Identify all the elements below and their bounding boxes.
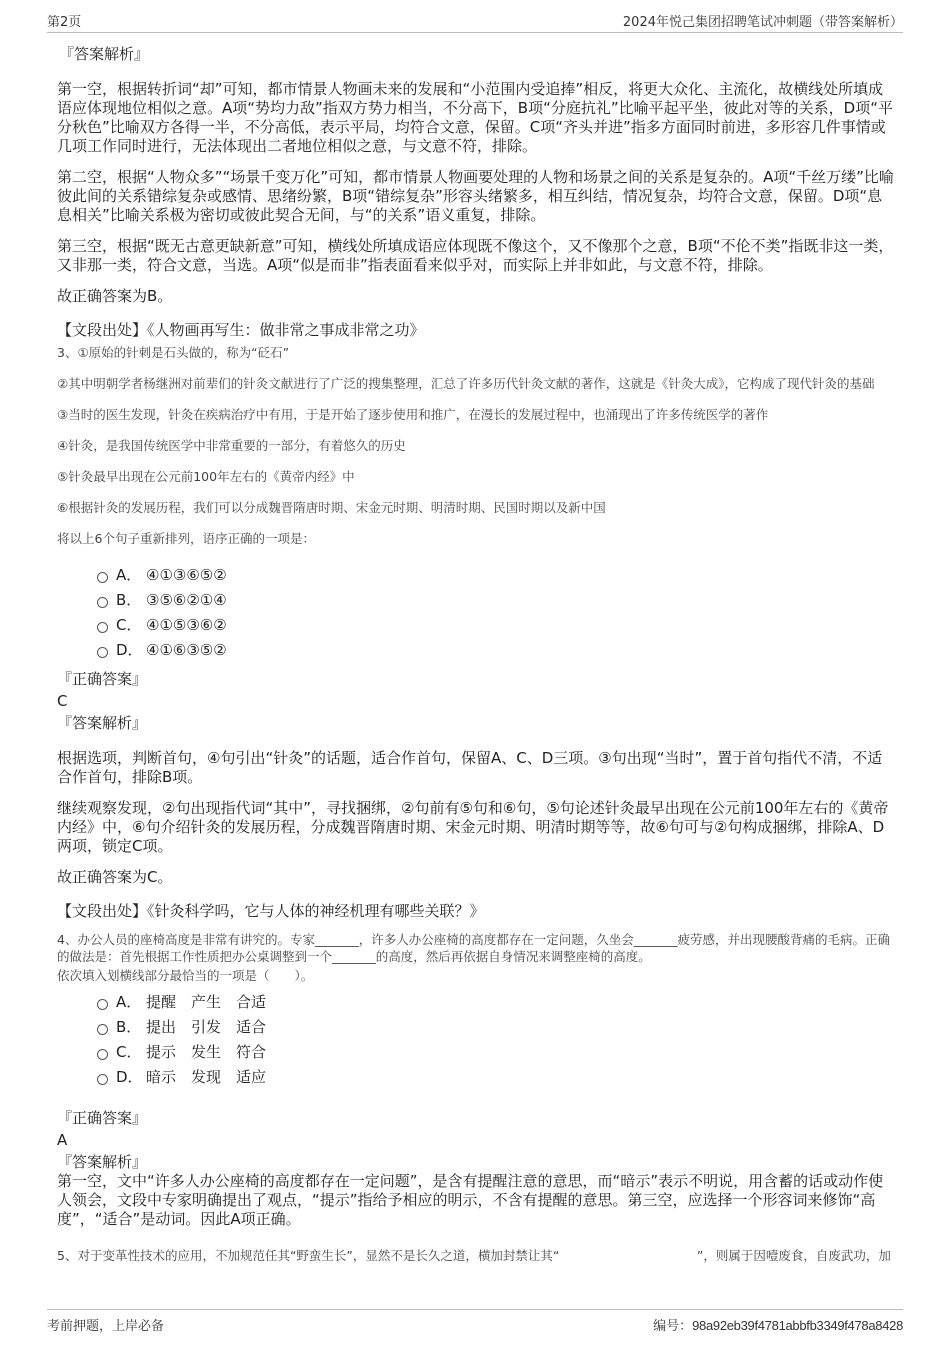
question-sentence: ⑥根据针灸的发展历程，我们可以分成魏晋隋唐时期、宋金元时期、明清时期、民国时期以及新中国 [57,500,606,515]
radio-icon[interactable] [97,597,108,608]
option-b[interactable] [97,588,897,613]
option-key: D． [116,641,143,659]
analysis-paragraph: 第二空，根据“人物众多”“场景千变万化”可知，都市情景人物画要处理的人物和场景之间的关系是复杂的。A项“千丝万缕”比喻彼此间的关系错综复杂或感情、思绪纷繁，B项“错综复杂”形容头绪繁多，相互纠结，情况复杂，均符合文意，保留。D项“息息相关”比喻关系极为密切或彼此契合无间，与“的关系”语义重复，排除。 [57,168,894,224]
option-d[interactable] [97,638,897,663]
document-title: 2024年悦己集团招聘笔试冲刺题（带答案解析） [622,15,903,30]
option-list [97,990,897,1090]
option-key: A． [116,566,142,584]
analysis-label: 『答案解析』 [57,714,148,732]
analysis-paragraph: 第一空，根据转折词“却”可知，都市情景人物画未来的发展和“小范围内受追捧”相反，将更大众化、主流化，故横线处所填成语应体现地位相似之意。A项“势均力敌”指双方势力相当，不分高下，B项“分庭抗礼”比喻平起平坐，彼此对等的关系，D项“平分秋色”比喻双方各得一半，不分高低，表示平局，均符合文意，保留。C项“齐头并进”指多方面同时前进，多形容几件事情或几项工作同时进行，无法体现出二者地位相似之意，与文意不符，排除。 [57,80,893,155]
answer-conclusion: 故正确答案为B。 [57,287,173,305]
option-c[interactable] [97,613,897,638]
option-key: B． [116,591,142,609]
question-sentence: ②其中明朝学者杨继洲对前辈们的针灸文献进行了广泛的搜集整理，汇总了许多历代针灸文献的著作，这就是《针灸大成》，它构成了现代针灸的基础 [57,376,875,391]
option-text: 暗示 发现 适应 [146,1068,267,1086]
page-content [57,44,897,1298]
option-a[interactable] [97,563,897,588]
option-text: 提示 发生 符合 [146,1043,267,1061]
header-divider [47,32,903,33]
correct-answer: C [57,692,68,710]
question-sentence: ③当时的医生发现，针灸在疾病治疗中有用，于是开始了逐步使用和推广，在漫长的发展过程中，也涌现出了许多传统医学的著作 [57,407,769,422]
correct-answer: A [57,1131,68,1149]
option-key: C． [116,616,142,634]
option-text: ④①③⑥⑤② [146,566,227,584]
question-stem: 4、办公人员的座椅高度是非常有讲究的。专家_______，许多人办公座椅的高度都存在一定问题，久坐会_______疲劳感，并出现腰酸背痛的毛病。正确的做法是：首先根据工作性质把办公桌调整到一个_______的高度，然后再依据自身情况来调整座椅的高度。 [57,932,890,964]
radio-icon[interactable] [97,572,108,583]
radio-icon[interactable] [97,622,108,633]
page-number: 第2页 [47,15,82,30]
option-c[interactable] [97,1040,897,1065]
analysis-paragraph: 根据选项，判断首句，④句引出“针灸”的话题，适合作首句，保留A、C、D三项。③句出现“当时”，置于首句指代不清，不适合作首句，排除B项。 [57,749,883,786]
question-stem-cutoff: 5、对于变革性技术的应用，不加规范任其“野蛮生长”，显然不是长久之道，横加封禁让其“ ”，则属于因噎废食，自废武功，加 [57,1248,891,1263]
question-stem: 3、①原始的针刺是石头做的，称为“砭石” [57,345,290,360]
option-a[interactable] [97,990,897,1015]
option-text: ③⑤⑥②①④ [146,591,227,609]
page-footer [0,1305,950,1345]
option-b[interactable] [97,1015,897,1040]
option-text: 提出 引发 适合 [146,1018,267,1036]
option-text: ④①⑥③⑤② [146,641,227,659]
radio-icon[interactable] [97,647,108,658]
question-prompt: 将以上6个句子重新排列，语序正确的一项是： [57,531,315,546]
radio-icon[interactable] [97,999,108,1010]
option-list [97,563,897,663]
radio-icon[interactable] [97,1074,108,1085]
option-key: B． [116,1018,142,1036]
footer-divider [47,1309,903,1310]
option-d[interactable] [97,1065,897,1090]
question-sentence: ⑤针灸最早出现在公元前100年左右的《黄帝内经》中 [57,469,355,484]
option-key: A． [116,993,142,1011]
source-note: 【文段出处】《针灸科学吗，它与人体的神经机理有哪些关联？》 [57,902,485,920]
analysis-label: 『答案解析』 [57,1153,148,1171]
option-text: ④①⑤③⑥② [146,616,227,634]
footer-motto: 考前押题，上岸必备 [47,1319,165,1334]
radio-icon[interactable] [97,1049,108,1060]
option-key: C． [116,1043,142,1061]
correct-answer-label: 『正确答案』 [57,1109,148,1127]
code-label: 编号： [653,1319,693,1334]
option-text: 提醒 产生 合适 [146,993,267,1011]
analysis-paragraph: 第一空，文中“许多人办公座椅的高度都存在一定问题”，是含有提醒注意的意思，而“暗示”表示不明说，用含蓄的话或动作使人领会，文段中专家明确提出了观点，“提示”指给予相应的明示，不含有提醒的意思。第三空，应选择一个形容词来修饰“高度”，“适合”是动词。因此A项正确。 [57,1172,884,1228]
document-code [653,1315,903,1334]
question-prompt: 依次填入划横线部分最恰当的一项是（ ）。 [57,968,314,983]
page-header [0,0,950,36]
analysis-paragraph: 继续观察发现，②句出现指代词“其中”，寻找捆绑，②句前有⑤句和⑥句，⑤句论述针灸最早出现在公元前100年左右的《黄帝内经》中，⑥句介绍针灸的发展历程，分成魏晋隋唐时期、宋金元时期、明清时期等等，故⑥句可与②句构成捆绑，排除A、D两项，锁定C项。 [57,799,889,855]
answer-conclusion: 故正确答案为C。 [57,868,173,886]
source-note: 【文段出处】《人物画再写生：做非常之事成非常之功》 [57,321,425,339]
correct-answer-label: 『正确答案』 [57,670,148,688]
option-key: D． [116,1068,143,1086]
analysis-label: 『答案解析』 [59,45,150,63]
analysis-paragraph: 第三空，根据“既无古意更缺新意”可知，横线处所填成语应体现既不像这个，又不像那个之意，B项“不伦不类”指既非这一类，又非那一类，符合文意，当选。A项“似是而非”指表面看来似乎对，而实际上并非如此，与文意不符，排除。 [57,237,894,274]
code-value: 98a92eb39f4781abbfb3349f478a8428 [692,1318,903,1333]
radio-icon[interactable] [97,1024,108,1035]
question-sentence: ④针灸，是我国传统医学中非常重要的一部分，有着悠久的历史 [57,438,406,453]
